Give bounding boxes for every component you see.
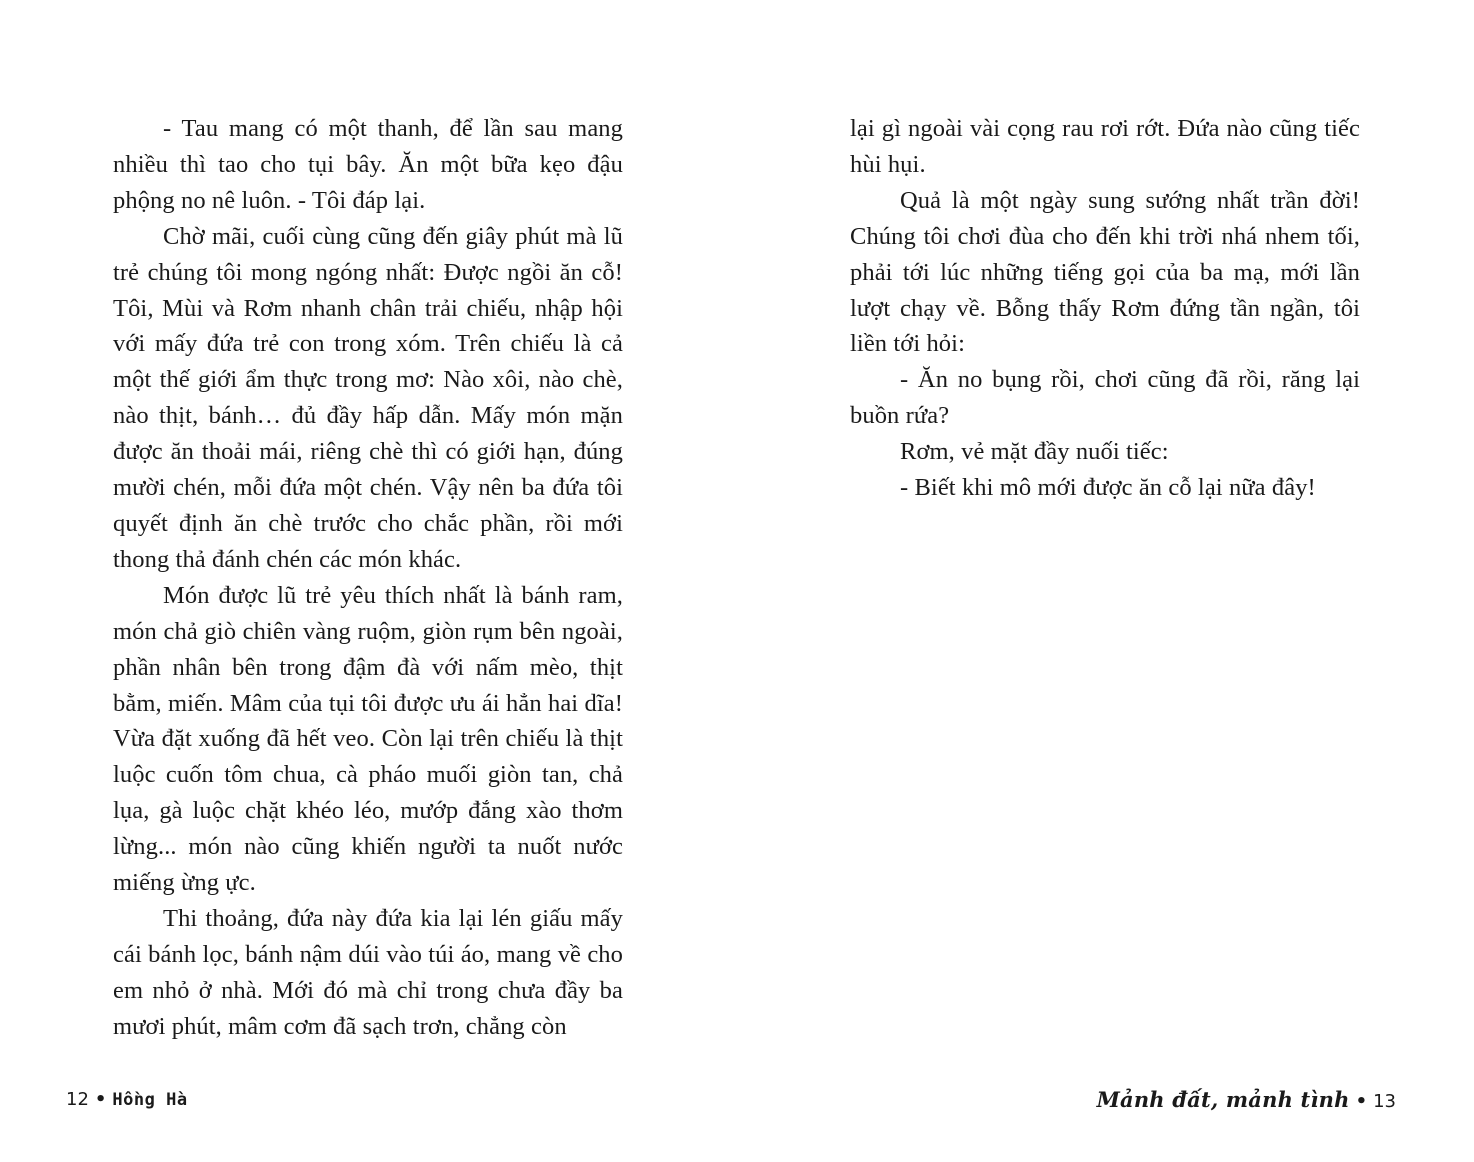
paragraph: - Tau mang có một thanh, để lần sau mang nhiều thì tao cho tụi bây. Ăn một bữa kẹo đậu phộng no nê luôn. - Tôi đáp lại. — [113, 115, 623, 214]
paragraph: Quả là một ngày sung sướng nhất trần đời! Chúng tôi chơi đùa cho đến khi trời nhá nhem tối, phải tới lúc những tiếng gọi của ba mạ, mới lần lượt chạy về. Bỗng thấy Rơm đứng tần ngần, tôi liền tới hỏi: — [850, 186, 1360, 358]
bullet-separator: • — [94, 1089, 107, 1110]
running-head-author: Hồng Hà — [112, 1090, 188, 1110]
paragraph: Món được lũ trẻ yêu thích nhất là bánh ram, món chả giò chiên vàng ruộm, giòn rụm bên ngoài, phần nhân bên trong đậm đà với nấm mèo, thịt bằm, miến. Mâm của tụi tôi được ưu ái hẳn hai dĩa! Vừa đặt xuống đã hết veo. Còn lại trên chiếu là thịt luộc cuốn tôm chua, cà pháo muối giòn tan, chả lụa, gà luộc chặt khéo léo, mướp đắng xào thơm lừng... món nào cũng khiến người ta nuốt nước miếng ừng ực. — [113, 581, 623, 897]
right-page — [737, 0, 1474, 1162]
paragraph: Rơm, vẻ mặt đầy nuối tiếc: — [900, 438, 1169, 466]
paragraph: lại gì ngoài vài cọng rau rơi rớt. Đứa nào cũng tiếc hùi hụi. — [850, 115, 1360, 178]
left-page-footer — [66, 1088, 188, 1112]
paragraph: Thi thoảng, đứa này đứa kia lại lén giấu mấy cái bánh lọc, bánh nậm dúi vào túi áo, mang về cho em nhỏ ở nhà. Mới đó mà chỉ trong chưa đầy ba mươi phút, mâm cơm đã sạch trơn, chẳng còn — [113, 904, 623, 1040]
running-head-book-title: Mảnh đất, mảnh tình — [1096, 1087, 1350, 1112]
bullet-separator: • — [1355, 1091, 1368, 1112]
right-page-footer — [1097, 1088, 1396, 1114]
right-page-body — [850, 111, 1360, 506]
page-number: 12 — [66, 1089, 89, 1110]
paragraph: - Biết khi mô mới được ăn cỗ lại nữa đây! — [900, 474, 1316, 502]
page-number: 13 — [1373, 1091, 1396, 1112]
left-page-body — [113, 111, 623, 1045]
paragraph: - Ăn no bụng rồi, chơi cũng đã rồi, răng lại buồn rứa? — [850, 366, 1360, 430]
paragraph: Chờ mãi, cuối cùng cũng đến giây phút mà lũ trẻ chúng tôi mong ngóng nhất: Được ngồi ăn cỗ! Tôi, Mùi và Rơm nhanh chân trải chiếu, nhập hội với mấy đứa trẻ con trong xóm. Trên chiếu là cả một thế giới ẩm thực trong mơ: Nào xôi, nào chè, nào thịt, bánh… đủ đầy hấp dẫn. Mấy món mặn được ăn thoải mái, riêng chè thì có giới hạn, đúng mười chén, mỗi đứa một chén. Vậy nên ba đứa tôi quyết định ăn chè trước cho chắc phần, rồi mới thong thả đánh chén các món khác. — [113, 222, 623, 573]
